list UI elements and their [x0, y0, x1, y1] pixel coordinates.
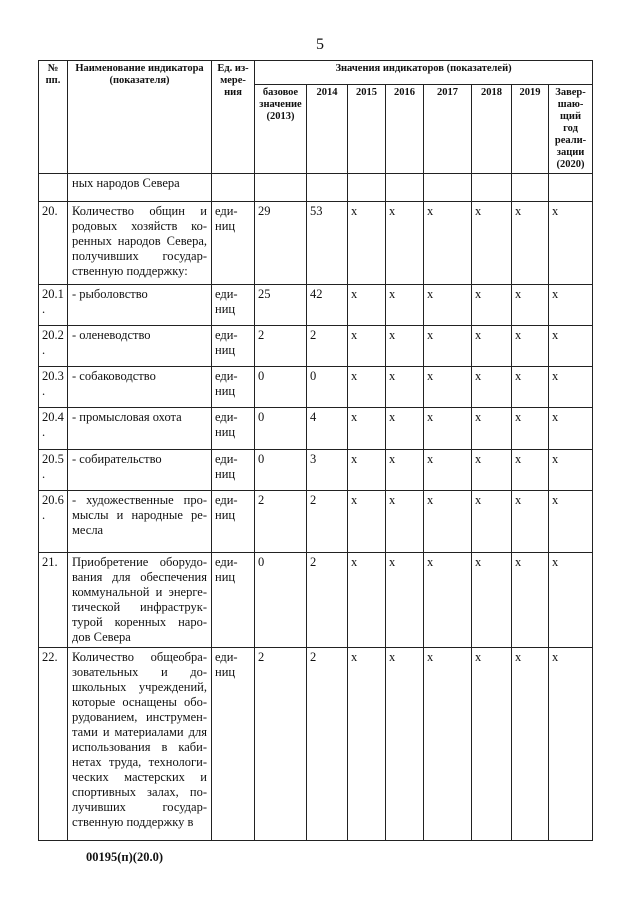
- cell-y2016: x: [386, 648, 424, 841]
- table-row: [39, 202, 593, 285]
- cell-y2018: x: [472, 285, 512, 326]
- header-2019: 2019: [512, 85, 549, 174]
- table-row: [39, 285, 593, 326]
- cell-no: 22.: [39, 648, 68, 841]
- page-number: 5: [316, 36, 324, 53]
- cell-y2016: x: [386, 285, 424, 326]
- cell-name: Приобретение оборудо-вания для обеспечения коммунальной и энерге-тической инфраструк-турой коренных наро-дов Севера: [68, 553, 212, 648]
- cell-y2019: x: [512, 202, 549, 285]
- cell-base: 25: [255, 285, 307, 326]
- cell-y2018: x: [472, 491, 512, 553]
- table-row: [39, 450, 593, 491]
- cell-name: Количество общин и родовых хозяйств ко-ренных народов Севера, получивших государ-ственную поддержку:: [68, 202, 212, 285]
- cell-y2019: x: [512, 326, 549, 367]
- cell-final: x: [549, 326, 593, 367]
- cell-unit: еди-ниц: [212, 326, 255, 367]
- cell-y2016: x: [386, 408, 424, 450]
- cell-name: - рыболовство: [68, 285, 212, 326]
- document-code: 00195(п)(20.0): [86, 850, 163, 864]
- cell-base: 2: [255, 648, 307, 841]
- cell-y2018: x: [472, 202, 512, 285]
- header-2018: 2018: [472, 85, 512, 174]
- cell-final: x: [549, 491, 593, 553]
- cell-y2014: 3: [307, 450, 348, 491]
- cell-no: 20.4 .: [39, 408, 68, 450]
- cell-name: - собаководство: [68, 367, 212, 408]
- table-row: [39, 367, 593, 408]
- cell-y2014: 42: [307, 285, 348, 326]
- header-2016: 2016: [386, 85, 424, 174]
- cell-unit: еди-ниц: [212, 367, 255, 408]
- cell-base: 0: [255, 450, 307, 491]
- cell-y2019: x: [512, 648, 549, 841]
- cell-y2019: x: [512, 367, 549, 408]
- cell-unit: еди-ниц: [212, 408, 255, 450]
- cell-base: 0: [255, 408, 307, 450]
- cell-no: 21.: [39, 553, 68, 648]
- cell-y2016: x: [386, 450, 424, 491]
- cell-unit: еди-ниц: [212, 491, 255, 553]
- cell-y2017: x: [424, 326, 472, 367]
- continuation-text: ных народов Севера: [68, 174, 212, 202]
- cell-no: 20.3 .: [39, 367, 68, 408]
- cell-y2014: 0: [307, 367, 348, 408]
- cell-name: - оленеводство: [68, 326, 212, 367]
- cell-y2018: x: [472, 450, 512, 491]
- cell-name: - собирательство: [68, 450, 212, 491]
- cell-y2018: x: [472, 553, 512, 648]
- cell-base: 2: [255, 326, 307, 367]
- header-2014: 2014: [307, 85, 348, 174]
- cell-final: x: [549, 202, 593, 285]
- cell-y2015: x: [348, 491, 386, 553]
- cell-no: 20.2 .: [39, 326, 68, 367]
- cell-y2017: x: [424, 450, 472, 491]
- cell-unit: еди-ниц: [212, 450, 255, 491]
- cell-y2018: x: [472, 408, 512, 450]
- cell-y2017: x: [424, 553, 472, 648]
- cell-y2018: x: [472, 648, 512, 841]
- cell-y2018: x: [472, 367, 512, 408]
- cell-final: x: [549, 553, 593, 648]
- cell-unit: еди-ниц: [212, 285, 255, 326]
- cell-unit: еди-ниц: [212, 202, 255, 285]
- cell-y2016: x: [386, 491, 424, 553]
- header-values-group: Значения индикаторов (показателей): [255, 61, 593, 85]
- cell-y2015: x: [348, 408, 386, 450]
- cell-y2016: x: [386, 367, 424, 408]
- cell-final: x: [549, 285, 593, 326]
- header-unit: Ед. из-мере-ния: [212, 61, 255, 174]
- cell-no: 20.1 .: [39, 285, 68, 326]
- cell-unit: еди-ниц: [212, 553, 255, 648]
- cell-final: x: [549, 648, 593, 841]
- cell-y2015: x: [348, 285, 386, 326]
- cell-y2014: 2: [307, 648, 348, 841]
- indicators-table: [38, 60, 593, 841]
- cell-y2017: x: [424, 408, 472, 450]
- table-row: [39, 491, 593, 553]
- table-row: [39, 408, 593, 450]
- cell-base: 29: [255, 202, 307, 285]
- cell-y2014: 4: [307, 408, 348, 450]
- header-2017: 2017: [424, 85, 472, 174]
- cell-y2015: x: [348, 326, 386, 367]
- cell-y2019: x: [512, 553, 549, 648]
- cell-name: - художественные про-мыслы и народные ре-месла: [68, 491, 212, 553]
- cell-final: x: [549, 367, 593, 408]
- cell-y2014: 53: [307, 202, 348, 285]
- cell-y2014: 2: [307, 553, 348, 648]
- cell-unit: еди-ниц: [212, 648, 255, 841]
- cell-y2015: x: [348, 553, 386, 648]
- cell-y2017: x: [424, 491, 472, 553]
- continuation-row: [39, 174, 593, 202]
- header-no: № пп.: [39, 61, 68, 174]
- cell-name: - промысловая охота: [68, 408, 212, 450]
- table-row: [39, 553, 593, 648]
- cell-y2015: x: [348, 450, 386, 491]
- header-2015: 2015: [348, 85, 386, 174]
- cell-no: 20.5 .: [39, 450, 68, 491]
- cell-y2017: x: [424, 648, 472, 841]
- cell-y2015: x: [348, 202, 386, 285]
- cell-y2017: x: [424, 285, 472, 326]
- cell-y2016: x: [386, 202, 424, 285]
- cell-y2014: 2: [307, 326, 348, 367]
- cell-y2019: x: [512, 408, 549, 450]
- cell-y2015: x: [348, 367, 386, 408]
- cell-y2016: x: [386, 326, 424, 367]
- cell-no: 20.: [39, 202, 68, 285]
- cell-base: 0: [255, 553, 307, 648]
- cell-y2018: x: [472, 326, 512, 367]
- table-row: [39, 648, 593, 841]
- cell-y2019: x: [512, 491, 549, 553]
- cell-y2017: x: [424, 202, 472, 285]
- cell-y2015: x: [348, 648, 386, 841]
- cell-no: 20.6 .: [39, 491, 68, 553]
- cell-final: x: [549, 450, 593, 491]
- header-base: базовое значение (2013): [255, 85, 307, 174]
- table-row: [39, 326, 593, 367]
- cell-name: Количество общеобра-зовательных и до-школьных учреждений, которые оснащены обо-рудованием, инструмен-тами и материалами для использования в каби-нетах труда, технологи-ческих мастерских и спортивных залах, по-лучивших государ-ственную поддержку в: [68, 648, 212, 841]
- cell-y2014: 2: [307, 491, 348, 553]
- cell-base: 0: [255, 367, 307, 408]
- cell-base: 2: [255, 491, 307, 553]
- header-final: Завер-шаю-щий год реали-зации (2020): [549, 85, 593, 174]
- cell-final: x: [549, 408, 593, 450]
- cell-y2019: x: [512, 285, 549, 326]
- header-name: Наименование индикатора (показателя): [68, 61, 212, 174]
- cell-y2017: x: [424, 367, 472, 408]
- cell-y2019: x: [512, 450, 549, 491]
- cell-y2016: x: [386, 553, 424, 648]
